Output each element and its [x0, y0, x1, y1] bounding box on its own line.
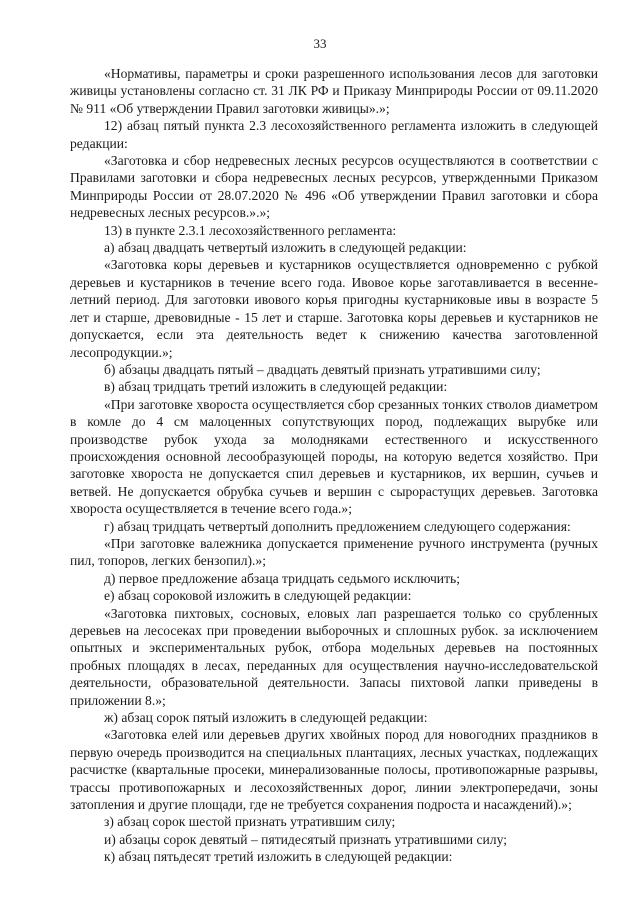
paragraph: «Заготовка елей или деревьев других хвойных пород для новогодних праздников в первую очередь производится на специальных плантациях, лесных участках, подлежащих расчистке (квартальные просеки, минерализованные полосы, противопожарные разрывы, трассы противопожарных и лесохозяйственных дорог, линии электропередачи, зоны затопления и другие площади, где не требуется сохранения подроста и насаждений).»;: [70, 727, 598, 813]
page-number: 33: [313, 36, 327, 51]
paragraph: е) абзац сороковой изложить в следующей редакции:: [104, 588, 412, 604]
paragraph: г) абзац тридцать четвертый дополнить предложением следующего содержания:: [104, 518, 571, 534]
paragraph: «Заготовка коры деревьев и кустарников осуществляется одновременно с рубкой деревьев и кустарников в течение всего года. Ивовое корье заготавливается в весенне-летний период. Для заготовки ивового корья пригодны кустарниковые ивы в возрасте 5 лет и старше, древовидные - 15 лет и старше. Заготовка коры деревьев и кустарников не допускается, если эта деятельность ведет к снижению качества заготовленной лесопродукции.»;: [70, 257, 598, 360]
paragraph: к) абзац пятьдесят третий изложить в следующей редакции:: [104, 849, 453, 865]
paragraph: ж) абзац сорок пятый изложить в следующей редакции:: [104, 710, 428, 726]
paragraph: 12) абзац пятый пункта 2.3 лесохозяйственного регламента изложить в следующей редакции:: [70, 118, 598, 151]
document-body: [70, 65, 598, 866]
paragraph: б) абзацы двадцать пятый – двадцать девятый признать утратившими силу;: [104, 361, 541, 377]
paragraph: а) абзац двадцать четвертый изложить в следующей редакции:: [104, 240, 467, 256]
paragraph: д) первое предложение абзаца тридцать седьмого исключить;: [104, 570, 460, 586]
paragraph: в) абзац тридцать третий изложить в следующей редакции:: [104, 379, 448, 395]
paragraph: 13) в пункте 2.3.1 лесохозяйственного регламента:: [104, 222, 397, 238]
paragraph: и) абзацы сорок девятый – пятидесятый признать утратившими силу;: [104, 831, 507, 847]
paragraph: «При заготовке валежника допускается применение ручного инструмента (ручных пил, топоров, легких бензопил).»;: [70, 535, 598, 569]
paragraph: з) абзац сорок шестой признать утратившим силу;: [104, 814, 396, 830]
paragraph: «Заготовка и сбор недревесных лесных ресурсов осуществляются в соответствии с Правилами заготовки и сбора недревесных лесных ресурсов, утвержденными Приказом Минприроды России от 28.07.2020 № 496 «Об утверждении Правил заготовки и сбора недревесных лесных ресурсов.».»;: [70, 153, 598, 221]
paragraph: «Заготовка пихтовых, сосновых, еловых лап разрешается только со срубленных деревьев на лесосеках при проведении выборочных и сплошных рубок. за исключением опытных и экспериментальных рубок, отбора модельных деревьев на постоянных пробных площадях в лесах, переданных для осуществления научно-исследовательской деятельности, образовательной деятельности. Запасы пихтовой лапки приведены в приложении 8.»;: [70, 605, 598, 708]
paragraph: «При заготовке хвороста осуществляется сбор срезанных тонких стволов диаметром в комле до 4 см малоценных сопутствующих пород, подлежащих вырубке или производстве рубок ухода за молодняками естественного и искусственного происхождения основной лесообразующей породы, на которую ведется хозяйство. При заготовке хвороста не допускается спил деревьев и кустарников, их вершин, сучьев и ветвей. Не допускается обрубка сучьев и вершин с сырорастущих деревьев. Заготовка хвороста осуществляется в течение всего года.»;: [70, 396, 598, 517]
paragraph: «Нормативы, параметры и сроки разрешенного использования лесов для заготовки живицы установлены согласно ст. 31 ЛК РФ и Приказу Минприроды России от 09.11.2020 № 911 «Об утверждении Правил заготовки живицы».»;: [70, 66, 598, 116]
